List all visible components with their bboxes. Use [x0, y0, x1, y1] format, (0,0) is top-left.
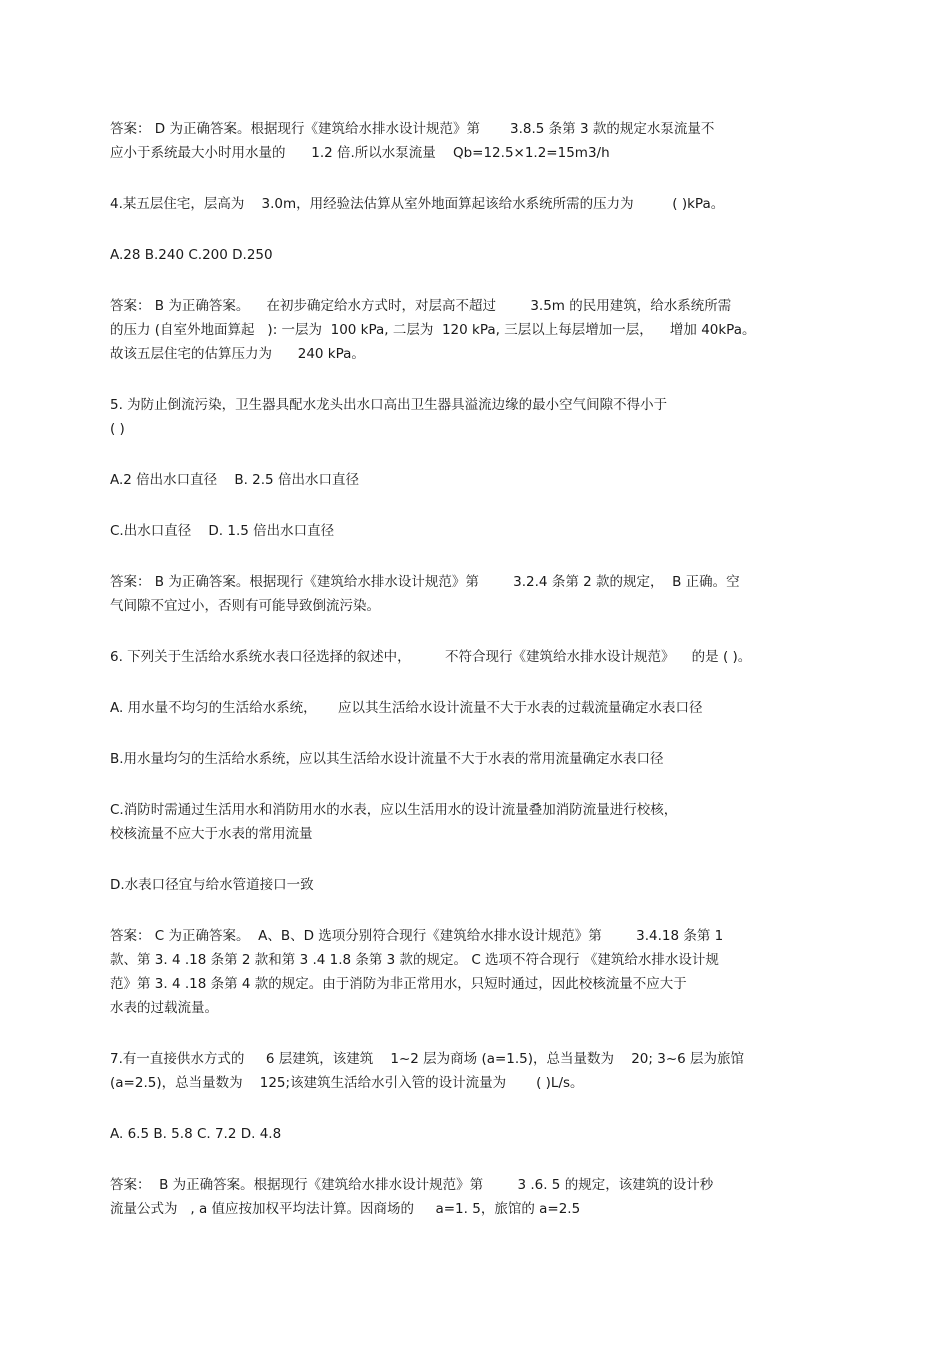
options-7 — [110, 1122, 830, 1146]
answer-3 — [110, 117, 830, 165]
options-4 — [110, 243, 830, 267]
option-6d — [110, 873, 830, 897]
text-line: 应小于系统最大小时用水量的 1.2 倍.所以水泵流量 Qb=12.5×1.2=15m3/h — [110, 145, 610, 161]
text-line: 流量公式为 , a 值应按加权平均法计算。因商场的 a=1. 5，旅馆的 a=2.5 — [110, 1201, 581, 1217]
question-6 — [110, 645, 830, 669]
text-line: 水表的过载流量。 — [110, 1000, 218, 1016]
text-line: 款、第 3. 4 .18 条第 2 款和第 3 .4 1.8 条第 3 款的规定。 C 选项不符合现行 《建筑给水排水设计规 — [110, 952, 719, 968]
text-line: 的压力 (自室外地面算起 ): 一层为 100 kPa, 二层为 120 kPa, 三层以上每层增加一层， 增加 40kPa。 — [110, 322, 756, 338]
question-4 — [110, 192, 830, 216]
text-line: A. 6.5 B. 5.8 C. 7.2 D. 4.8 — [110, 1126, 282, 1142]
text-line: 答案： B 为正确答案。根据现行《建筑给水排水设计规范》第 3 .6. 5 的规定，该建筑的设计秒 — [110, 1177, 714, 1193]
text-line: 答案： B 为正确答案。根据现行《建筑给水排水设计规范》第 3.2.4 条第 2 款的规定， B 正确。空 — [110, 574, 740, 590]
text-line: 4.某五层住宅，层高为 3.0m，用经验法估算从室外地面算起该给水系统所需的压力为 ( )kPa。 — [110, 196, 725, 212]
text-line: 气间隙不宜过小，否则有可能导致倒流污染。 — [110, 598, 380, 614]
options-5a — [110, 468, 830, 492]
text-line: (a=2.5)，总当量数为 125;该建筑生活给水引入管的设计流量为 ( )L/s。 — [110, 1075, 584, 1091]
text-line: A.28 B.240 C.200 D.250 — [110, 247, 273, 263]
answer-6 — [110, 924, 830, 1020]
option-6b — [110, 747, 830, 771]
text-line: 答案： C 为正确答案。 A、B、D 选项分别符合现行《建筑给水排水设计规范》第 3.4.18 条第 1 — [110, 928, 724, 944]
text-line: A.2 倍出水口直径 B. 2.5 倍出水口直径 — [110, 472, 359, 488]
text-line: 答案： B 为正确答案。 在初步确定给水方式时，对层高不超过 3.5m 的民用建筑，给水系统所需 — [110, 298, 732, 314]
text-line: ( ) — [110, 421, 125, 437]
text-line: 校核流量不应大于水表的常用流量 — [110, 826, 313, 842]
text-line: A. 用水量不均匀的生活给水系统， 应以其生活给水设计流量不大于水表的过载流量确定水表口径 — [110, 700, 703, 716]
text-line: C.出水口直径 D. 1.5 倍出水口直径 — [110, 523, 335, 539]
text-line: 7.有一直接供水方式的 6 层建筑，该建筑 1~2 层为商场 (a=1.5)，总当量数为 20; 3~6 层为旅馆 — [110, 1051, 745, 1067]
text-line: 故该五层住宅的估算压力为 240 kPa。 — [110, 346, 365, 362]
options-5b — [110, 519, 830, 543]
text-line: 5. 为防止倒流污染，卫生器具配水龙头出水口高出卫生器具溢流边缘的最小空气间隙不得小于 — [110, 397, 668, 413]
text-line: 答案： D 为正确答案。根据现行《建筑给水排水设计规范》第 3.8.5 条第 3 款的规定水泵流量不 — [110, 121, 715, 137]
question-5 — [110, 393, 830, 441]
text-line: 范》第 3. 4 .18 条第 4 款的规定。由于消防为非正常用水，只短时通过，因此校核流量不应大于 — [110, 976, 687, 992]
answer-7 — [110, 1173, 830, 1221]
text-line: B.用水量均匀的生活给水系统，应以其生活给水设计流量不大于水表的常用流量确定水表口径 — [110, 751, 664, 767]
document-page — [110, 117, 830, 1248]
answer-5 — [110, 570, 830, 618]
text-line: 6. 下列关于生活给水系统水表口径选择的叙述中， 不符合现行《建筑给水排水设计规范》 的是 ( )。 — [110, 649, 752, 665]
answer-4 — [110, 294, 830, 366]
text-line: C.消防时需通过生活用水和消防用水的水表，应以生活用水的设计流量叠加消防流量进行校核， — [110, 802, 678, 818]
option-6c — [110, 798, 830, 846]
question-7 — [110, 1047, 830, 1095]
text-line: D.水表口径宜与给水管道接口一致 — [110, 877, 314, 893]
option-6a — [110, 696, 830, 720]
